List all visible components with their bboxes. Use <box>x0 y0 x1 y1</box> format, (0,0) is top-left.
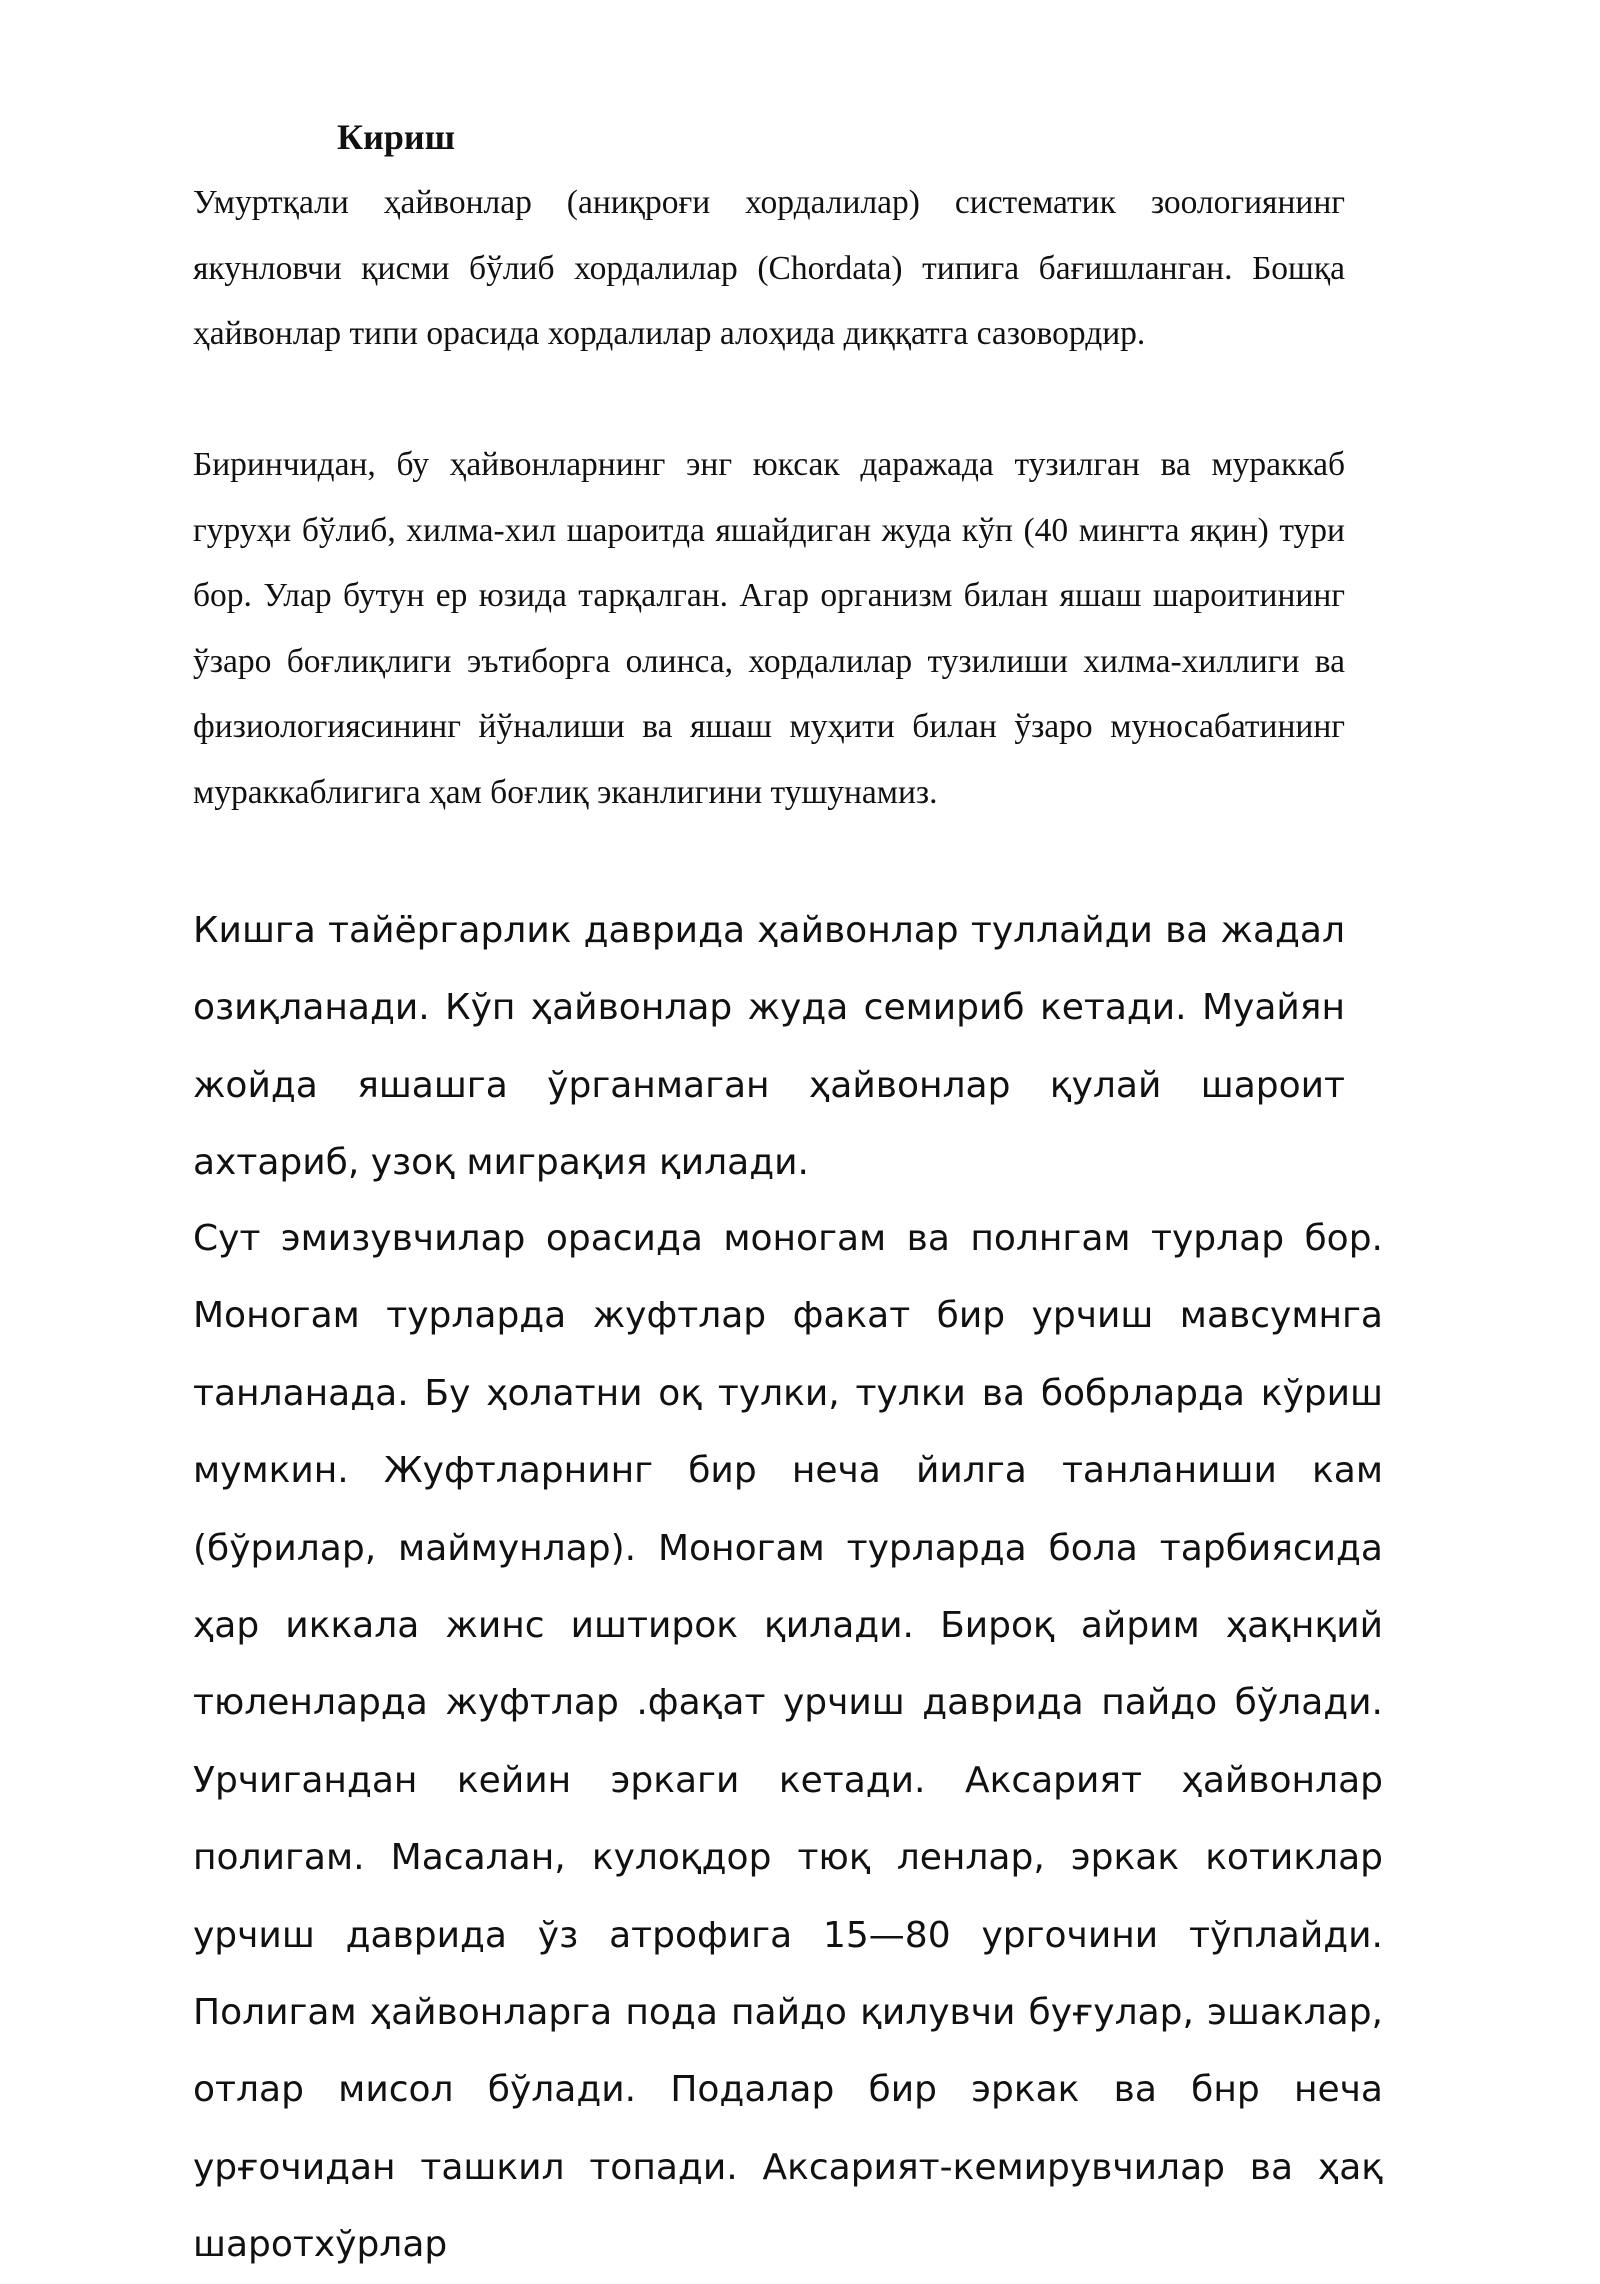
paragraph-winter-preparation: Кишга тайёргарлик даврида ҳайвонлар туллайди ва жадал озиқланади. Кўп ҳайвонлар жуда семириб кетади. Муайян жойда яшашга ўрганмаган ҳайвонлар қулай шароит ахтариб, узоқ миграқия қилади. <box>193 910 1345 1184</box>
paragraph-intro: Умуртқали ҳайвонлар (аниқроғи хордалилар) систематик зоологиянинг якунловчи қисми бўлиб хордалилар (Chordata) типига бағишланган. Бошқа ҳайвонлар типи орасида хордалилар алоҳида диққатга сазовордир. <box>193 184 1345 352</box>
paragraph-monogamy-polygamy: Сут эмизувчилар орасида моногам ва полнгам турлар бор. Моногам турларда жуфтлар факат бир урчиш мавсумнга танланада. Бу ҳолатни оқ тулки, тулки ва бобрларда кўриш мумкин. Жуфтларнинг бир неча йилга танланиши кам (бўрилар, маймунлар). Моногам турларда бола тарбиясида ҳар иккала жинс иштирок қилади. Бироқ айрим ҳақнқий тюленларда жуфтлар .фақат урчиш даврида пайдо бўлади. Урчигандан кейин эркаги кетади. Аксарият ҳайвонлар полигам. Масалан, кулоқдор тюқ ленлар, эркак котиклар урчиш даврида ўз атрофига 15—80 ургочини тўплайди. Полигам ҳайвонларга пода пайдо қилувчи буғулар, эшаклар, отлар мисол бўлади. Подалар бир эркак ва бнр неча урғочидан ташкил топади. Аксарият-кемирувчилар ва ҳақ шаротхўрлар <box>193 1218 1383 2266</box>
section-heading: Кириш <box>337 117 456 157</box>
paragraph-first-point: Биринчидан, бу ҳайвонларнинг энг юксак даражада тузилган ва мураккаб гуруҳи бўлиб, хилма-хил шароитда яшайдиган жуда кўп (40 мингта яқин) тури бор. Улар бутун ер юзида тарқалган. Агар организм билан яшаш шароитининг ўзаро боғлиқлиги эътиборга олинса, хордалилар тузилиши хилма-хиллиги ва физиологиясининг йўналиши ва яшаш муҳити билан ўзаро муносабатининг мураккаблигига ҳам боғлиқ эканлигини тушунамиз. <box>193 446 1345 811</box>
